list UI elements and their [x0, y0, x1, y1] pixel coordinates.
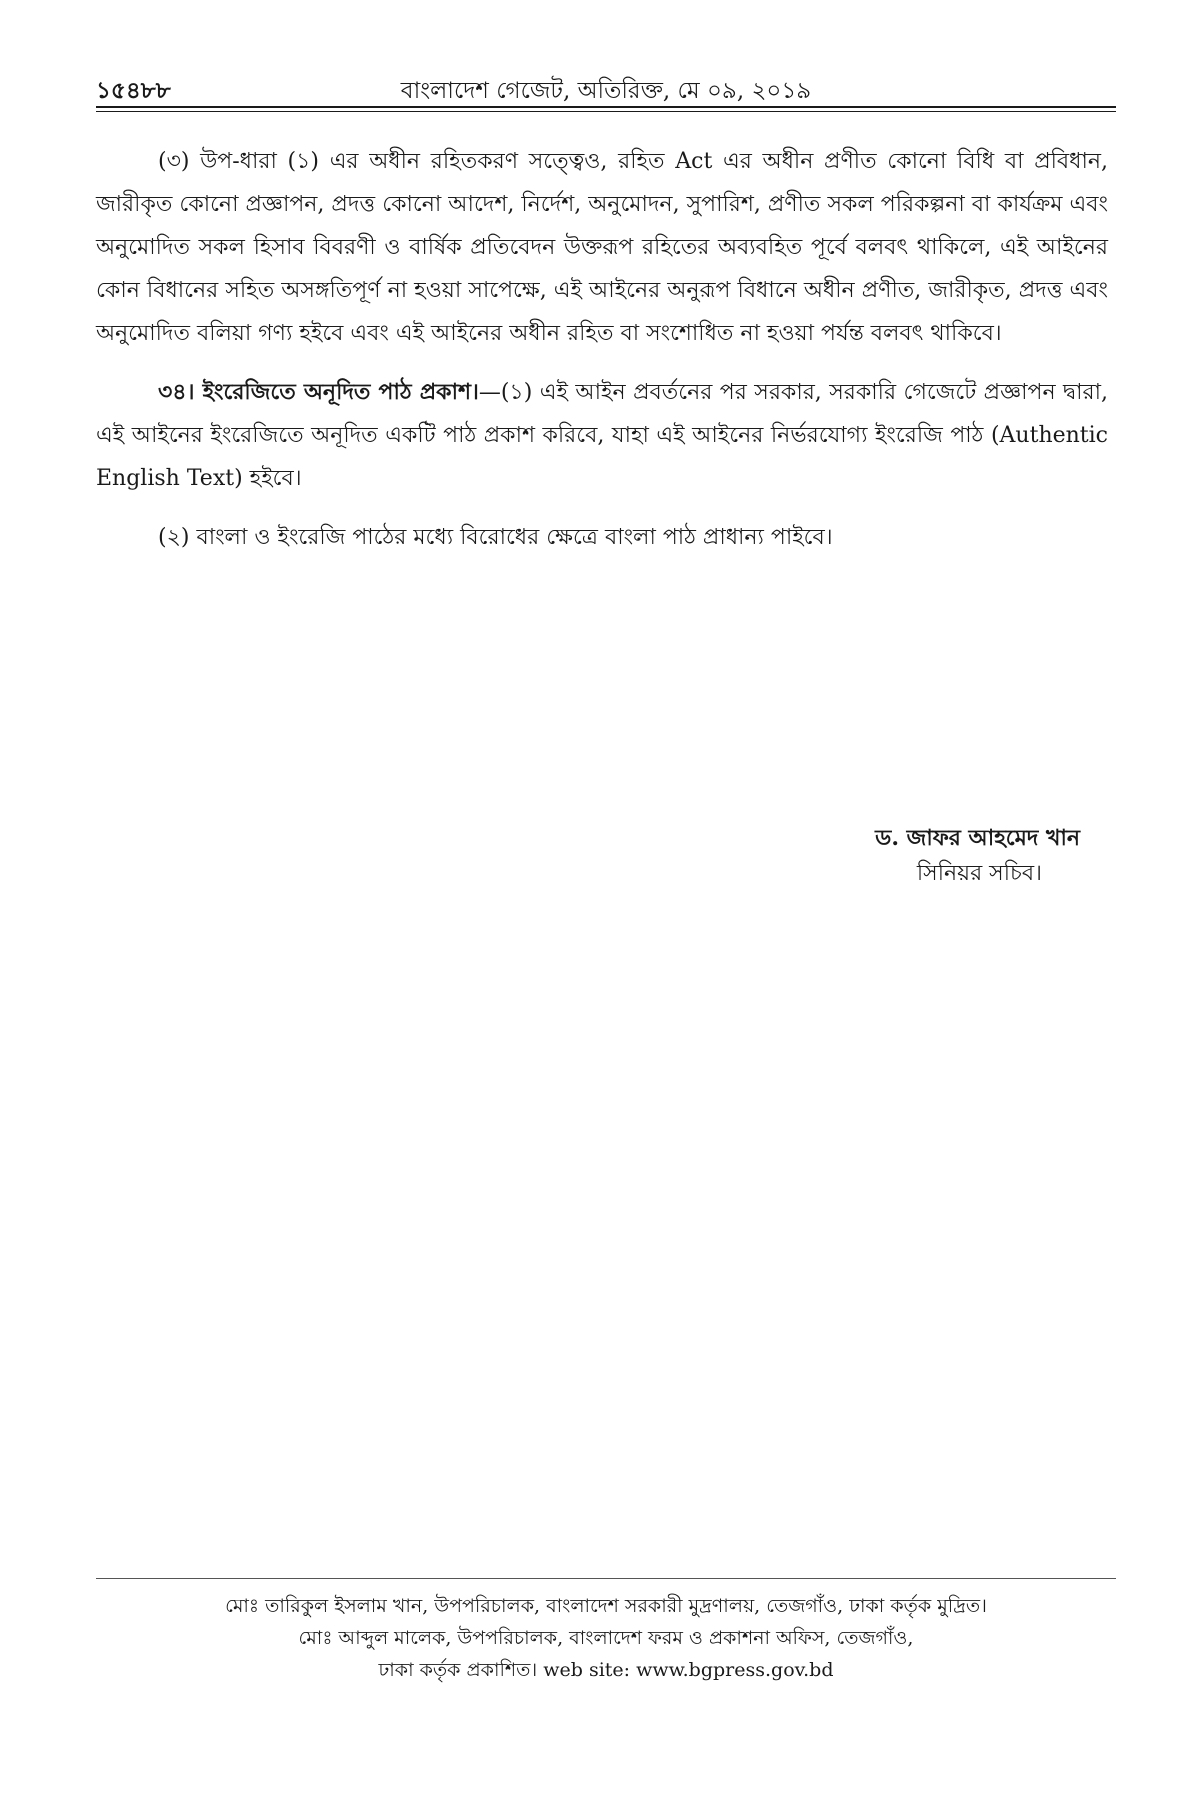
paragraph-subsection-2: (২) বাংলা ও ইংরেজি পাঠের মধ্যে বিরোধের ক্ষেত্রে বাংলা পাঠ প্রাধান্য পাইবে। [158, 525, 833, 550]
header-rule-thick [96, 106, 1116, 108]
section-34-title: ৩৪। ইংরেজিতে অনূদিত পাঠ প্রকাশ। [158, 379, 479, 405]
header-rule-thin [96, 111, 1116, 112]
signature-block [780, 820, 1080, 892]
footer-publisher-line: মোঃ আব্দুল মালেক, উপপরিচালক, বাংলাদেশ ফরম ও প্রকাশনা অফিস, তেজগাঁও, [298, 1627, 914, 1649]
document-body [96, 140, 1108, 575]
signatory-name: ড. জাফর আহমেদ খান [875, 825, 1080, 851]
page-footer [96, 1590, 1116, 1686]
paragraph-subsection-3: (৩) উপ-ধারা (১) এর অধীন রহিতকরণ সত্ত্বেও, রহিত Act এর অধীন প্রণীত কোনো বিধি বা প্রবিধান, জারীকৃত কোনো প্রজ্ঞাপন, প্রদত্ত কোনো আদেশ, নির্দেশ, অনুমোদন, সুপারিশ, প্রণীত সকল পরিকল্পনা বা কার্যক্রম এবং অনুমোদিত সকল হিসাব বিবরণী ও বার্ষিক প্রতিবেদন উক্তরূপ রহিতের অব্যবহিত পূর্বে বলবৎ থাকিলে, এই আইনের কোন বিধানের সহিত অসঙ্গতিপূর্ণ না হওয়া সাপেক্ষে, এই আইনের অনুরূপ বিধানে অধীন প্রণীত, জারীকৃত, প্রদত্ত এবং অনুমোদিত বলিয়া গণ্য হইবে এবং এই আইনের অধীন রহিত বা সংশোধিত না হওয়া পর্যন্ত বলবৎ থাকিবে। [96, 149, 1108, 346]
gazette-title: বাংলাদেশ গেজেট, অতিরিক্ত, মে ০৯, ২০১৯ [400, 78, 812, 104]
footer-rule [96, 1578, 1116, 1579]
page-header [96, 66, 1116, 106]
signatory-designation: সিনিয়র সচিব। [916, 861, 1042, 886]
footer-printer-line: মোঃ তারিকুল ইসলাম খান, উপপরিচালক, বাংলাদেশ সরকারী মুদ্রণালয়, তেজগাঁও, ঢাকা কর্তৃক মুদ্রিত। [225, 1595, 987, 1617]
paragraph-section-34 [96, 371, 1108, 500]
section-34-text: —(১) এই আইন প্রবর্তনের পর সরকার, সরকারি গেজেটে প্রজ্ঞাপন দ্বারা, এই আইনের ইংরেজিতে অনূদিত একটি পাঠ প্রকাশ করিবে, যাহা এই আইনের নির্ভরযোগ্য ইংরেজি পাঠ (Authentic English Text) হইবে। [96, 380, 1108, 491]
footer-website-line: ঢাকা কর্তৃক প্রকাশিত। web site: www.bgpress.gov.bd [378, 1659, 834, 1681]
page-number: ১৫৪৮৮ [96, 77, 171, 104]
